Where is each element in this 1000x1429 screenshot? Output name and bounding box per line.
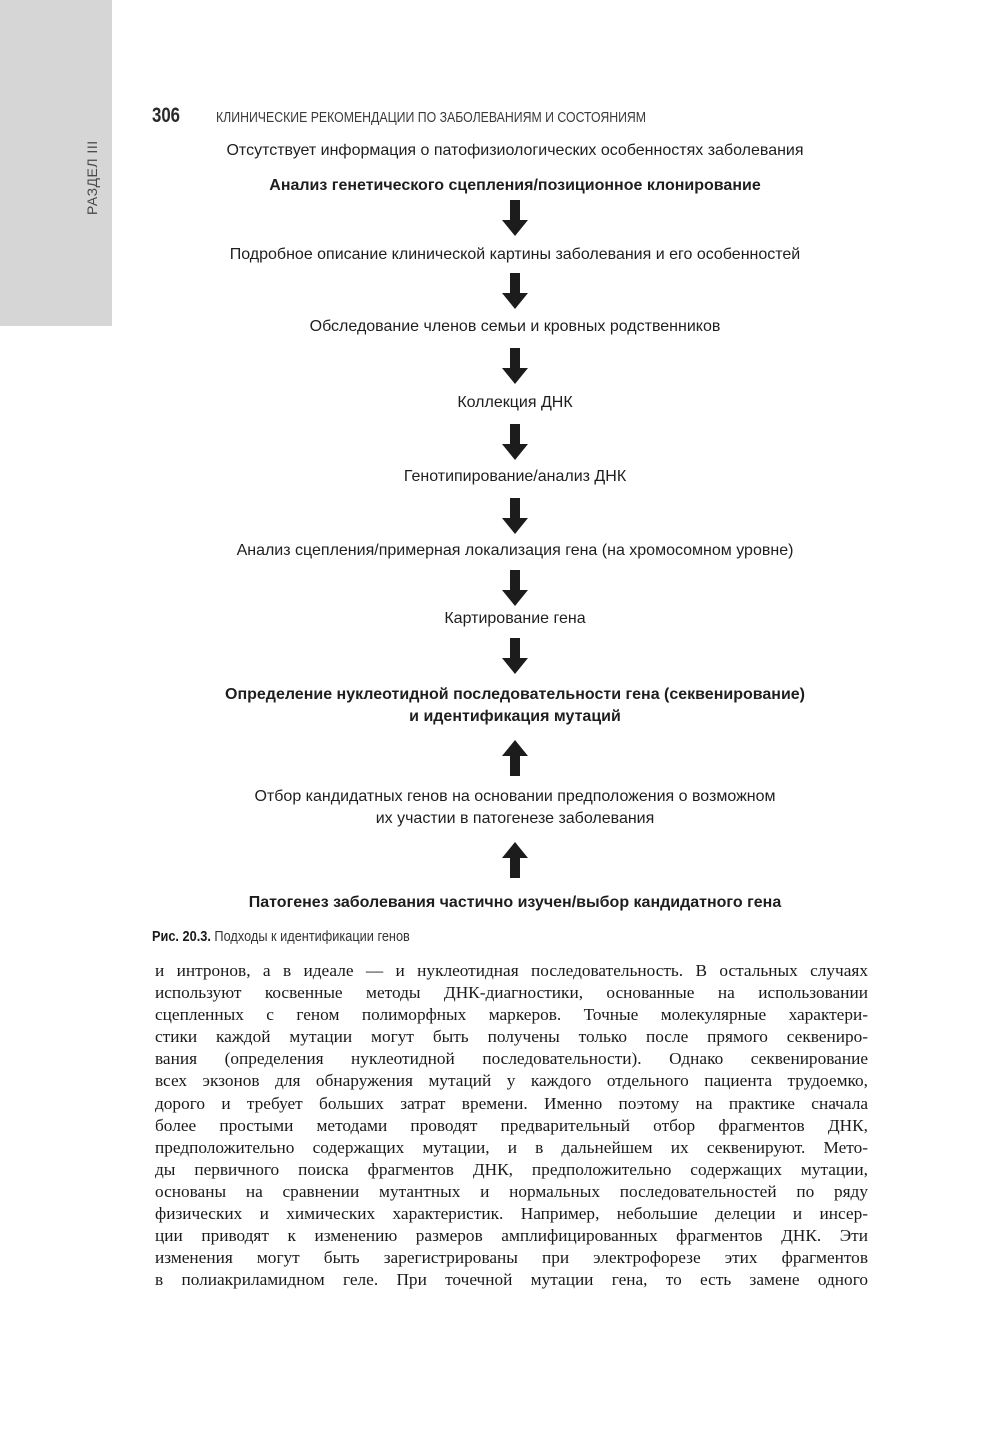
figure-caption-label: Рис. 20.3. [152, 928, 211, 945]
body-line: более простыми методами проводят предварительный отбор фрагментов ДНК, [155, 1115, 868, 1135]
body-line: основаны на сравнении мутантных и нормальных последовательностей по ряду [155, 1181, 868, 1201]
arrow-down-icon [502, 348, 528, 384]
flow-node-clinical-description: Подробное описание клинической картины заболевания и его особенностей [229, 246, 801, 263]
arrow-down-icon [502, 570, 528, 606]
flow-node-linkage-analysis: Анализ генетического сцепления/позиционное клонирование [269, 177, 761, 194]
body-line: используют косвенные методы ДНК-диагностики, основанные на использовании [155, 983, 868, 1003]
section-label: РАЗДЕЛ III [84, 140, 100, 215]
flow-node-dna-collection: Коллекция ДНК [457, 394, 573, 411]
body-line: сцепленных с геном полиморфных маркеров. Точные молекулярные характери- [155, 1005, 868, 1025]
flow-node-candidate-line2: их участии в патогенезе заболевания [375, 810, 655, 827]
flow-node-family-exam: Обследование членов семьи и кровных родственников [309, 318, 721, 335]
flow-node-sequencing [150, 684, 880, 728]
body-line: изменения могут быть зарегистрированы при электрофорезе этих фрагментов [155, 1248, 868, 1268]
arrow-down-icon [502, 200, 528, 236]
arrow-down-icon [502, 638, 528, 674]
flow-node-candidate-selection [150, 786, 880, 830]
body-paragraph [155, 960, 868, 1291]
arrow-up-icon [502, 740, 528, 776]
page-number: 306 [152, 104, 181, 127]
body-line: ды первичного поиска фрагментов ДНК, предположительно содержащих мутации, [155, 1159, 868, 1179]
flow-node-gene-localization: Анализ сцепления/примерная локализация гена (на хромосомном уровне) [236, 542, 794, 559]
flow-node-pathogenesis: Патогенез заболевания частично изучен/выбор кандидатного гена [248, 894, 782, 911]
body-line: дорого и требует больших затрат времени. Именно поэтому на практике сначала [155, 1093, 868, 1113]
body-line: вания (определения нуклеотидной последовательности). Однако секвенирование [155, 1049, 868, 1069]
figure-caption-text: Подходы к идентификации генов [210, 928, 410, 945]
body-line: в полиакриламидном геле. При точечной мутации гена, то есть замене одного [155, 1270, 868, 1290]
flow-node-genotyping: Генотипирование/анализ ДНК [403, 468, 627, 485]
flow-node-sequencing-line1: Определение нуклеотидной последовательности гена (секвенирование) [225, 686, 805, 703]
running-header [152, 104, 740, 128]
body-line: ции приводят к изменению размеров амплифицированных фрагментов ДНК. Эти [155, 1226, 868, 1246]
running-title: КЛИНИЧЕСКИЕ РЕКОМЕНДАЦИИ ПО ЗАБОЛЕВАНИЯМ И СОСТОЯНИЯМ [216, 109, 647, 126]
arrow-down-icon [502, 498, 528, 534]
arrow-down-icon [502, 273, 528, 309]
body-line: и интронов, а в идеале — и нуклеотидная последовательность. В остальных случаях [155, 961, 868, 980]
body-line: стики каждой мутации могут быть получены только после прямого секвениро- [155, 1027, 868, 1047]
body-line: физических и химических характеристик. Например, небольшие делеции и инсер- [155, 1204, 868, 1224]
arrow-down-icon [502, 424, 528, 460]
arrow-up-icon [502, 842, 528, 878]
body-line: всех экзонов для обнаружения мутаций у каждого отдельного пациента трудоемко, [155, 1071, 868, 1091]
body-line: предположительно содержащих мутации, и в дальнейшем их секвенируют. Мето- [155, 1137, 868, 1157]
flow-node-no-info: Отсутствует информация о патофизиологических особенностях заболевания [226, 142, 804, 159]
section-side-tab [0, 0, 112, 326]
flow-node-candidate-line1: Отбор кандидатных генов на основании предположения о возможном [254, 788, 776, 805]
figure-caption [152, 928, 410, 945]
flow-node-gene-mapping: Картирование гена [444, 610, 586, 627]
flow-node-sequencing-line2: и идентификация мутаций [409, 708, 621, 725]
